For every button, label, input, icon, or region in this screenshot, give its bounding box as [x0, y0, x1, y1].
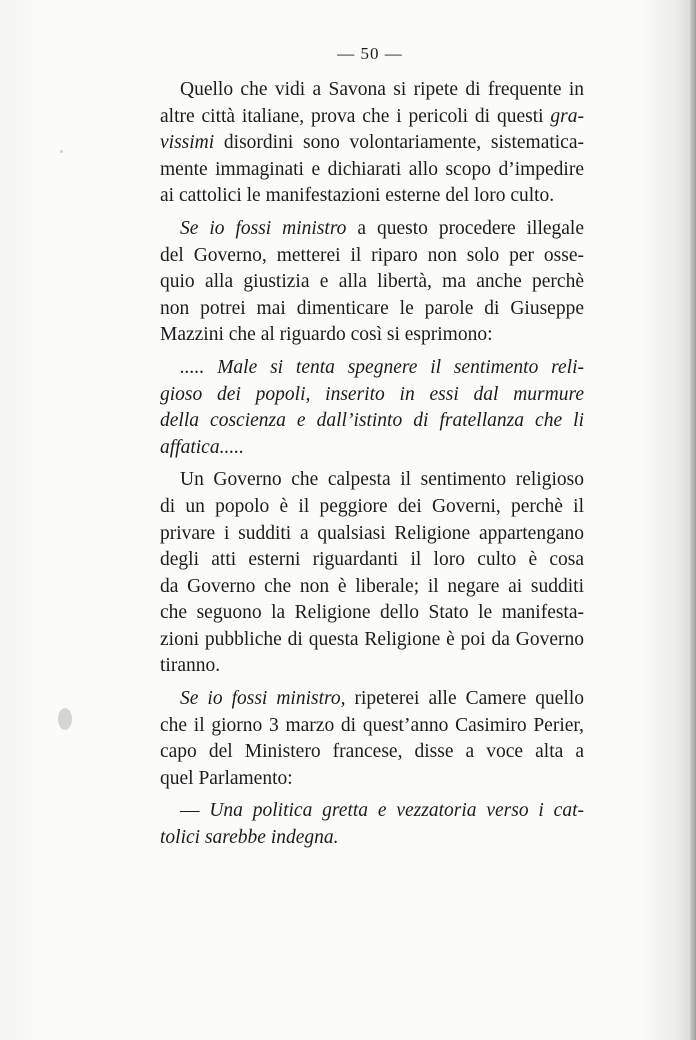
- text-segment: del Governo, metterei il riparo non solo per osse-: [160, 244, 584, 266]
- text-segment: non potrei mai dimenticare le parole di Giuseppe: [160, 297, 584, 319]
- text-line: [160, 77, 584, 104]
- text-segment: quel Parlamento:: [160, 767, 293, 789]
- text-segment: mente immaginati e dichiarati allo scopo d’impedire: [160, 158, 584, 180]
- text-segment: Un Governo che calpesta il sentimento religioso: [180, 469, 584, 491]
- text-segment: degli atti esterni riguardanti il loro culto è cosa: [160, 549, 584, 571]
- text-segment: privare i sudditi a qualsiasi Religione appartengano: [160, 522, 584, 544]
- text-line: [160, 296, 584, 323]
- text-line: [160, 521, 584, 548]
- text-line: [160, 766, 584, 793]
- text-line: [160, 467, 584, 494]
- text-segment: a questo procedere illegale: [346, 217, 584, 239]
- text-line: [160, 825, 584, 852]
- text-line: [160, 798, 584, 825]
- text-line: [160, 322, 584, 349]
- text-line: [160, 183, 584, 210]
- text-line: [160, 713, 584, 740]
- italic-text: Se io fossi ministro: [180, 217, 347, 239]
- text-line: [160, 435, 584, 462]
- text-segment: tiranno.: [160, 655, 221, 677]
- body-text: [160, 77, 584, 858]
- text-segment: capo del Ministero francese, disse a voce alta a: [160, 741, 584, 763]
- text-segment: gioso dei popoli, inserito in essi dal murmure: [160, 383, 584, 405]
- italic-text: Una politica gretta e vezzatoria verso i cat-: [209, 800, 584, 822]
- text-segment: da Governo che non è liberale; il negare ai sudditi: [160, 575, 584, 597]
- text-line: [160, 574, 584, 601]
- text-segment: Quello che vidi a Savona si ripete di frequente in: [180, 79, 584, 100]
- paragraph: [160, 686, 584, 792]
- text-segment: —: [180, 800, 210, 822]
- paper-speck: [60, 150, 63, 153]
- text-segment: zioni pubbliche di questa Religione è poi da Governo: [160, 628, 584, 650]
- text-line: [160, 686, 584, 713]
- page-number: — 50 —: [337, 44, 403, 63]
- text-segment: Mazzini che al riguardo così si esprimono:: [160, 324, 493, 346]
- italic-text: tolici sarebbe indegna.: [160, 827, 339, 849]
- text-segment: disordini sono volontariamente, sistematica-: [214, 132, 584, 154]
- text-segment: che il giorno 3 marzo di quest’anno Casimiro Perier,: [160, 714, 584, 736]
- text-line: [160, 627, 584, 654]
- text-segment: ripeterei alle Camere quello: [345, 688, 584, 710]
- text-line: [160, 653, 584, 680]
- text-segment: che seguono la Religione dello Stato le manifesta-: [160, 602, 584, 624]
- text-line: [160, 494, 584, 521]
- paragraph: [160, 77, 584, 210]
- text-line: [160, 408, 584, 435]
- text-line: [160, 243, 584, 270]
- text-segment: ai cattolici le manifestazioni esterne del loro culto.: [160, 185, 555, 207]
- italic-text: gra-: [550, 105, 584, 127]
- text-line: [160, 216, 584, 243]
- text-line: [160, 157, 584, 184]
- text-line: [160, 104, 584, 131]
- text-line: [160, 355, 584, 382]
- paragraph: [160, 467, 584, 680]
- text-segment: quio alla giustizia e alla libertà, ma anche perchè: [160, 271, 584, 293]
- quotation-paragraph: [160, 355, 584, 461]
- paragraph: [160, 216, 584, 349]
- text-segment: ..... Male si tenta spegnere il sentimento reli-: [180, 356, 584, 378]
- text-segment: affatica.....: [160, 436, 244, 458]
- text-line: [160, 600, 584, 627]
- italic-text: vissimi: [160, 132, 215, 154]
- text-segment: della coscienza e dall’istinto di fratellanza che li: [160, 410, 584, 432]
- text-line: [160, 382, 584, 409]
- text-segment: altre città italiane, prova che i pericoli di questi: [160, 105, 551, 127]
- text-line: [160, 269, 584, 296]
- italic-text: Se io fossi ministro,: [180, 688, 346, 710]
- text-line: [160, 739, 584, 766]
- text-line: [160, 547, 584, 574]
- text-line: [160, 130, 584, 157]
- paper-speck: [58, 708, 72, 730]
- paragraph: [160, 798, 584, 851]
- text-segment: di un popolo è il peggiore dei Governi, perchè il: [160, 495, 584, 517]
- page-edge-shadow: [690, 0, 696, 1040]
